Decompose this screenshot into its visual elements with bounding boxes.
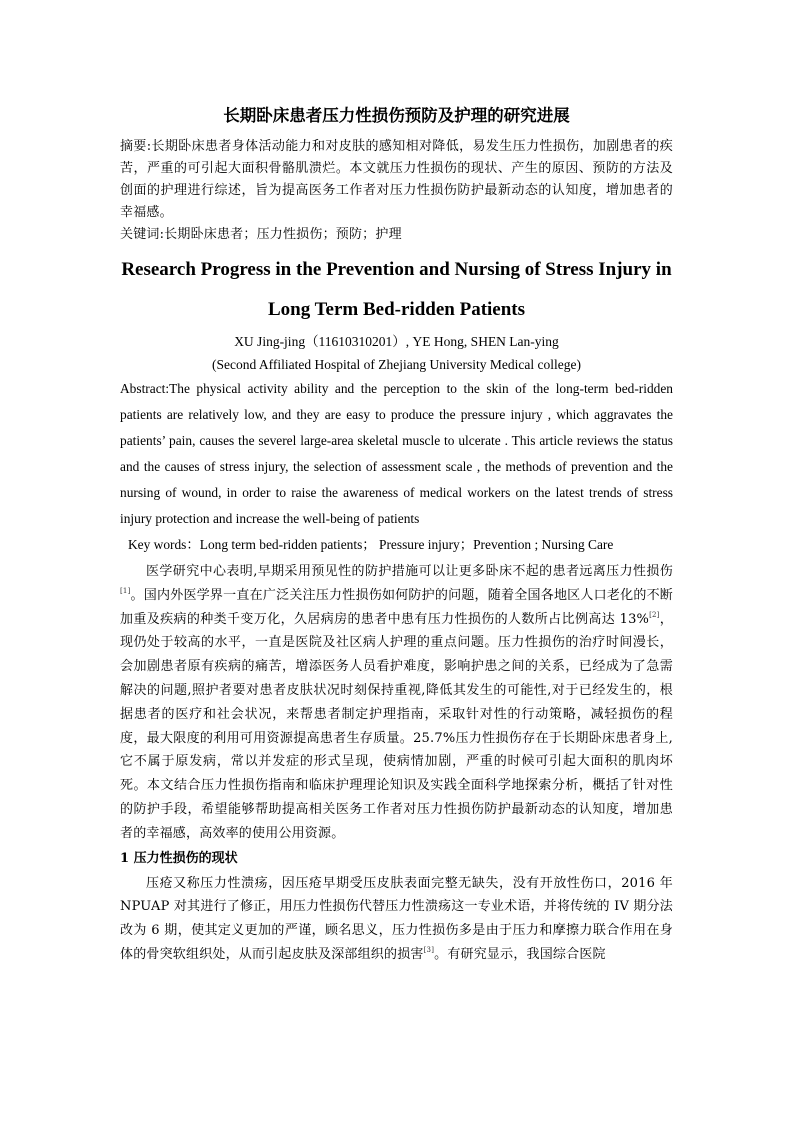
citation-2[interactable]: [2] (649, 610, 660, 619)
english-keywords: Key words：Long term bed-ridden patients； Pressure injury；Prevention ; Nursing Care (128, 537, 614, 552)
intro-text-a: 医学研究中心表明,早期采用预见性的防护措施可以让更多卧床不起的患者远离压力性损伤 (146, 564, 673, 579)
english-title-line-2: Long Term Bed-ridden Patients (267, 299, 526, 320)
authors: XU Jing-jing（11610310201）, YE Hong, SHEN Lan-ying (234, 334, 559, 349)
section-1-text-a: 压疮又称压力性溃疡，因压疮早期受压皮肤表面完整无缺失，没有开放性伤口，2016 年 NPUAP 对其进行了修正，用压力性损伤代替压力性溃疡这一专业术语，并将传统的 IV 期分法改为 6 期，使其定义更加的严谨，顾名思义，压力性损伤多是由于压力和摩擦力联合作用在身体的骨突软组织处，从而引起皮肤及深部组织的损害 (120, 875, 673, 962)
english-title-line-1: Research Progress in the Prevention and Nursing of Stress Injury in (121, 259, 672, 280)
citation-1[interactable]: [1] (120, 586, 131, 595)
intro-text-b: 。国内外医学界一直在广泛关注压力性损伤如何防护的问题，随着全国各地区人口老化的不断加重及疾病的种类千变万化，久居病房的患者中患有压力性损伤的人数所占比例高达 13% (120, 587, 673, 627)
section-1-text-b: 。有研究显示，我国综合医院 (434, 946, 606, 962)
intro-paragraph (120, 560, 673, 846)
article-body (120, 104, 673, 967)
intro-text-c: ，现仍处于较高的水平，一直是医院及社区病人护理的重点问题。压力性损伤的治疗时间漫长，会加剧患者原有疾病的痛苦，增添医务人员看护难度，影响护患之间的关系，已经成为了急需解决的问题,照护者要对患者皮肤状况时刻保持重视,降低其发生的可能性,对于已经发生的，根据患者的医疗和社会状况，来帮患者制定护理指南，采取针对性的行动策略，减轻损伤的程度，最大限度的利用可用资源提高患者生存质量。25.7%压力性损伤存在于长期卧床患者身上,它不属于原发病，常以并发症的形式呈现，使病情加剧，严重的时候可引起大面积的肌肉坏死。本文结合压力性损伤指南和临床护理理论知识及实践全面科学地探索分析，概括了针对性的防护手段，希望能够帮助提高相关医务工作者对压力性损伤防护最新动态的认知度，增加患者的幸福感，高效率的使用公用资源。 (120, 611, 673, 841)
section-1-paragraph (120, 872, 673, 967)
chinese-keywords: 关键词:长期卧床患者；压力性损伤；预防；护理 (120, 227, 402, 242)
citation-3[interactable]: [3] (423, 945, 435, 954)
chinese-abstract: 摘要:长期卧床患者身体活动能力和对皮肤的感知相对降低，易发生压力性损伤，加剧患者的疾苦，严重的可引起大面积骨骼肌溃烂。本文就压力性损伤的现状、产生的原因、预防的方法及创面的护理进行综述，旨为提高医务工作者对压力性损伤防护最新动态的认知度，增加患者的幸福感。 (120, 139, 673, 220)
english-abstract: Abstract:The physical activity ability and the perception to the skin of the long-term bed-ridden patients are relatively low, and they are easy to produce the pressure injury , which aggravates the patients’ pain, causes the severel large-area skeletal muscle to ulcerate . This article reviews the status and the causes of stress injury, the selection of assessment scale , the methods of prevention and the nursing of wound, in order to raise the awareness of medical workers on the latest trends of stress injury protection and increase the well-being of patients (120, 381, 673, 526)
section-1-heading: 1 压力性损伤的现状 (120, 850, 238, 866)
chinese-title: 长期卧床患者压力性损伤预防及护理的研究进展 (223, 106, 570, 125)
english-title (120, 250, 673, 330)
affiliation: (Second Affiliated Hospital of Zhejiang University Medical college) (211, 357, 582, 372)
